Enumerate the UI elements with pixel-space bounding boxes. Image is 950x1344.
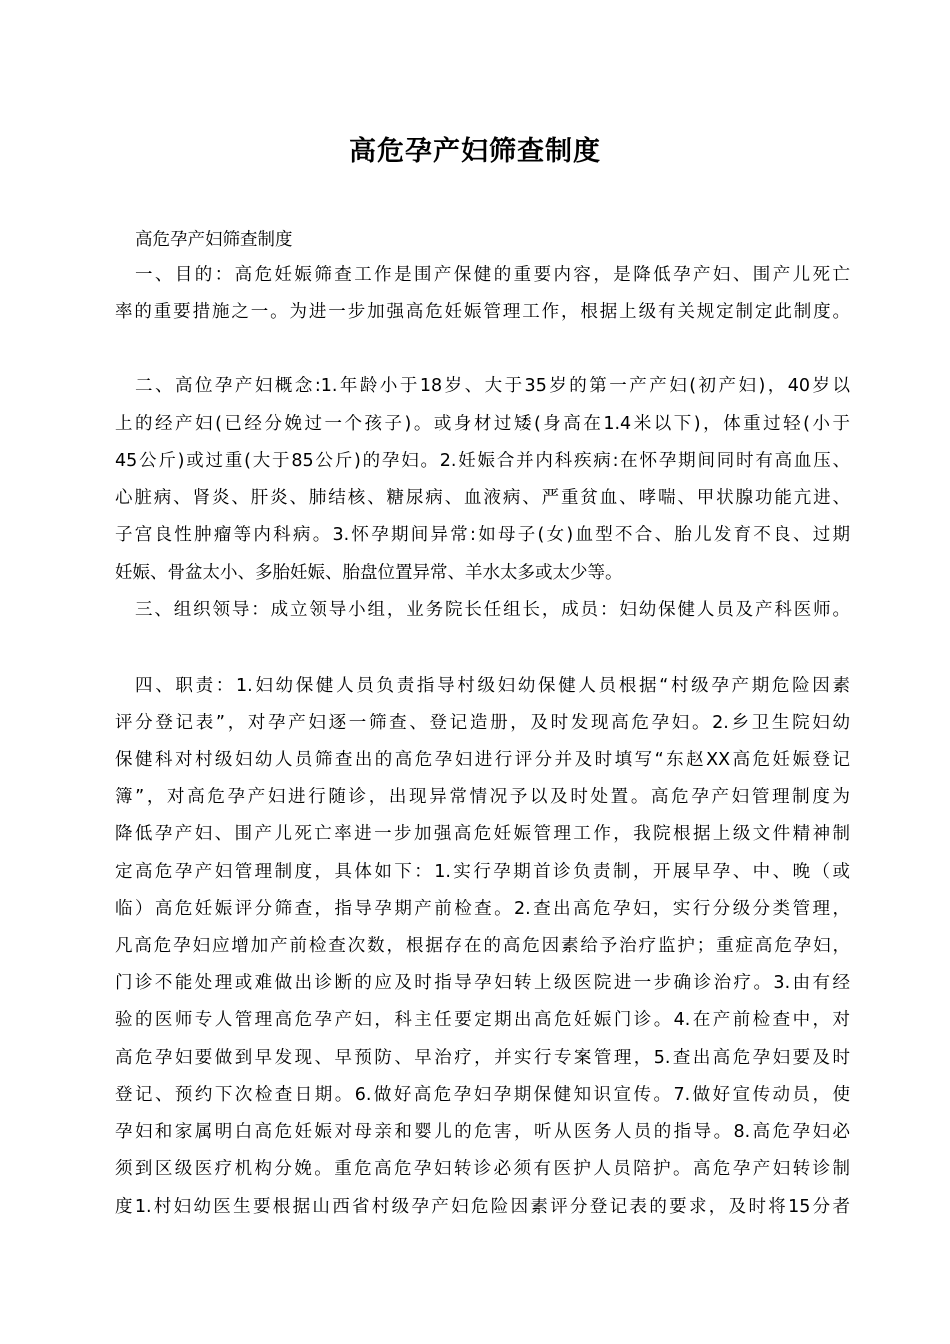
- document-title: 高危孕产妇筛查制度: [349, 136, 601, 167]
- paragraph-concept-line: 上的经产妇(已经分娩过一个孩子)。或身材过矮(身高在1.4米以下)，体重过轻(小于: [115, 414, 850, 434]
- subtitle-line: 高危孕产妇筛查制度: [135, 230, 293, 250]
- paragraph-duties-line: 临）高危妊娠评分筛查，指导孕期产前检查。2.查出高危孕妇，实行分级分类管理，: [115, 899, 850, 919]
- paragraph-duties-line: 保健科对村级妇幼人员筛查出的高危孕妇进行评分并及时填写“东赵XX高危妊娠登记: [115, 750, 850, 770]
- paragraph-duties-line: 凡高危孕妇应增加产前检查次数，根据存在的高危因素给予治疗监护；重症高危孕妇，: [115, 936, 850, 956]
- paragraph-duties-line: 孕妇和家属明白高危妊娠对母亲和婴儿的危害，听从医务人员的指导。8.高危孕妇必: [115, 1122, 850, 1142]
- paragraph-duties-line: 高危孕妇要做到早发现、早预防、早治疗，并实行专案管理，5.查出高危孕妇要及时: [115, 1048, 850, 1068]
- paragraph-concept-line: 二、高位孕产妇概念:1.年龄小于18岁、大于35岁的第一产产妇(初产妇)，40岁以: [135, 376, 850, 396]
- paragraph-concept-line: 妊娠、骨盆太小、多胎妊娠、胎盘位置异常、羊水太多或太少等。: [115, 563, 623, 583]
- paragraph-purpose-line: 率的重要措施之一。为进一步加强高危妊娠管理工作，根据上级有关规定制定此制度。: [115, 302, 850, 322]
- paragraph-duties-line: 簿”，对高危孕产妇进行随诊，出现异常情况予以及时处置。高危孕产妇管理制度为: [115, 787, 850, 807]
- paragraph-duties-line: 四、职责：1.妇幼保健人员负责指导村级妇幼保健人员根据“村级孕产期危险因素: [135, 676, 850, 696]
- paragraph-duties-line: 门诊不能处理或难做出诊断的应及时指导孕妇转上级医院进一步确诊治疗。3.由有经: [115, 973, 850, 993]
- paragraph-duties-line: 验的医师专人管理高危孕产妇，科主任要定期出高危妊娠门诊。4.在产前检查中，对: [115, 1010, 850, 1030]
- paragraph-duties-line: 须到区级医疗机构分娩。重危高危孕妇转诊必须有医护人员陪护。高危孕产妇转诊制: [115, 1159, 850, 1179]
- paragraph-concept-line: 45公斤)或过重(大于85公斤)的孕妇。2.妊娠合并内科疾病:在怀孕期间同时有高血压、: [115, 451, 850, 471]
- paragraph-organization-line: 三、组织领导：成立领导小组，业务院长任组长，成员：妇幼保健人员及产科医师。: [135, 600, 850, 620]
- paragraph-duties-line: 定高危孕产妇管理制度，具体如下：1.实行孕期首诊负责制，开展早孕、中、晚（或: [115, 862, 850, 882]
- paragraph-duties-line: 评分登记表”，对孕产妇逐一筛查、登记造册，及时发现高危孕妇。2.乡卫生院妇幼: [115, 713, 850, 733]
- paragraph-duties-line: 登记、预约下次检查日期。6.做好高危孕妇孕期保健知识宣传。7.做好宣传动员，使: [115, 1085, 850, 1105]
- paragraph-purpose-line: 一、目的：高危妊娠筛查工作是围产保健的重要内容，是降低孕产妇、围产儿死亡: [135, 265, 850, 285]
- paragraph-duties-line: 度1.村妇幼医生要根据山西省村级孕产妇危险因素评分登记表的要求，及时将15分者: [115, 1197, 850, 1217]
- paragraph-duties-line: 降低孕产妇、围产儿死亡率进一步加强高危妊娠管理工作，我院根据上级文件精神制: [115, 824, 850, 844]
- paragraph-concept-line: 心脏病、肾炎、肝炎、肺结核、糖尿病、血液病、严重贫血、哮喘、甲状腺功能亢进、: [115, 488, 850, 508]
- paragraph-concept-line: 子宫良性肿瘤等内科病。3.怀孕期间异常:如母子(女)血型不合、胎儿发育不良、过期: [115, 525, 850, 545]
